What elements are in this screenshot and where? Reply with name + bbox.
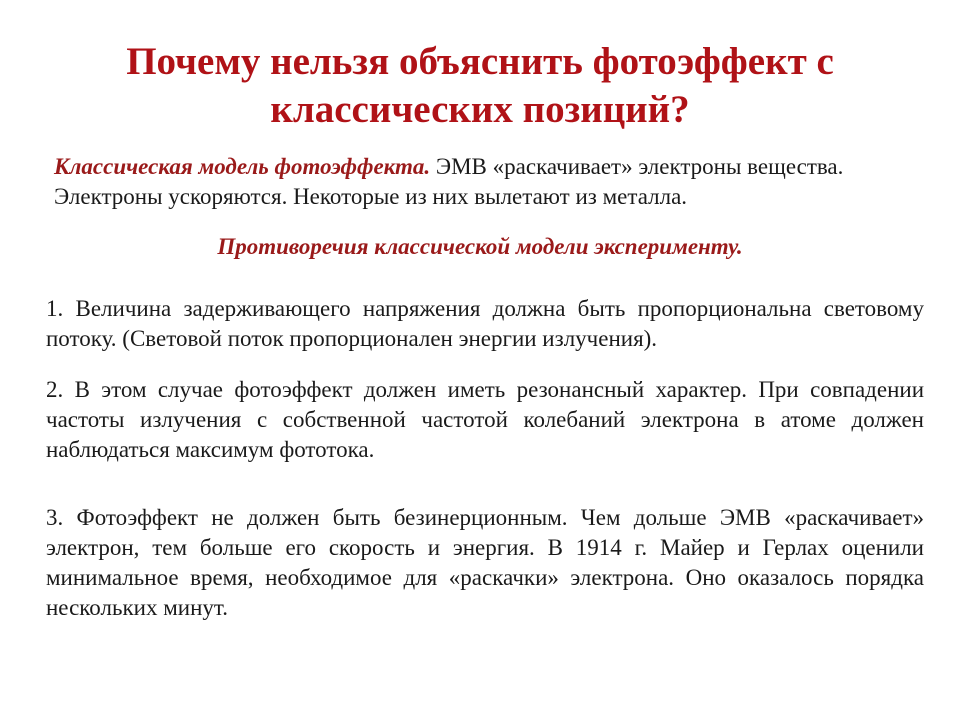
contradiction-item-2: 2. В этом случае фотоэффект должен иметь резонансный характер. При совпадении частоты излучения с собственной частотой колебаний электрона в атоме должен наблюдаться максимум фототока. xyxy=(46,377,924,462)
intro-lead: Классическая модель фотоэффекта. xyxy=(54,154,431,179)
intro-paragraph xyxy=(54,152,914,212)
contradictions-heading: Противоречия классической модели эксперименту. xyxy=(217,234,743,259)
contradiction-item-3: 3. Фотоэффект не должен быть безинерционным. Чем дольше ЭМВ «раскачивает» электрон, тем больше его скорость и энергия. В 1914 г. Майер и Герлах оценили минимальное время, необходимое для «раскачки» электрона. Оно оказалось порядка нескольких минут. xyxy=(46,505,924,620)
slide-title: Почему нельзя объяснить фотоэффект с классических позиций? xyxy=(126,40,834,131)
contradiction-item-1: 1. Величина задерживающего напряжения должна быть пропорциональна световому потоку. (Световой поток пропорционален энергии излучения). xyxy=(46,296,924,351)
intro-text: ЭМВ «раскачивает» электроны вещества. Электроны ускоряются. Некоторые из них вылетают из металла. xyxy=(54,154,844,209)
